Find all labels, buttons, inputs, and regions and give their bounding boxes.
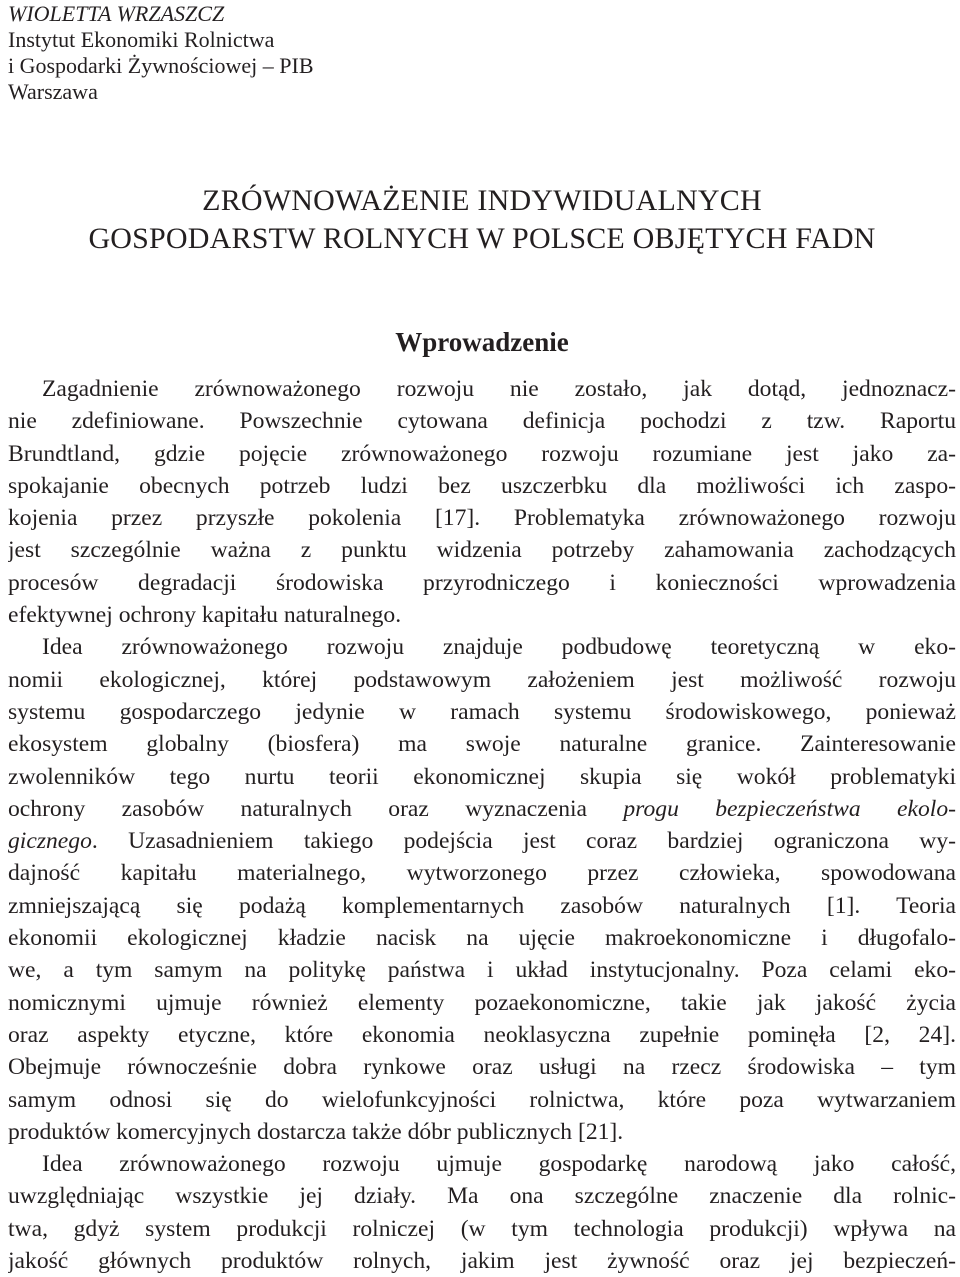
- text-line: Zagadnienie zrównoważonego rozwoju nie zostało, jak dotąd, jednoznacz-: [42, 376, 956, 402]
- section-heading: Wprowadzenie: [395, 327, 569, 357]
- text-line: zwolenników tego nurtu teorii ekonomicznej skupia się wokół problematyki: [8, 763, 956, 790]
- text-line: uwzględniając wszystkie jej działy. Ma ona szczególne znaczenie dla rolnic-: [8, 1183, 956, 1210]
- author-block: [8, 1, 314, 105]
- text-line: spokajanie obecnych potrzeb ludzi bez uszczerbku dla możliwości ich zaspo-: [8, 472, 956, 499]
- text-line: we, a tym samym na politykę państwa i układ instytucjonalny. Poza celami eko-: [8, 957, 956, 984]
- text-line: oraz aspekty etyczne, które ekonomia neoklasyczna zupełnie pominęła [2, 24].: [8, 1021, 956, 1048]
- affiliation-line: i Gospodarki Żywnościowej – PIB: [8, 53, 314, 78]
- paragraph-2: [8, 631, 956, 1148]
- text-line: twa, gdyż system produkcji rolniczej (w tym technologia produkcji) wpływa na: [8, 1215, 956, 1242]
- text-line: jakość głównych produktów rolnych, jakim jest żywność oraz jej bezpieczeń-: [8, 1248, 956, 1275]
- text-line: Brundtland, gdzie pojęcie zrównoważonego rozwoju rozumiane jest jako za-: [8, 440, 956, 467]
- text-line: jest szczególnie ważna z punktu widzenia potrzeby zahamowania zachodzących: [8, 537, 956, 564]
- text-line: Idea zrównoważonego rozwoju ujmuje gospodarkę narodową jako całość,: [42, 1151, 956, 1178]
- text-line: efektywnej ochrony kapitału naturalnego.: [8, 602, 402, 629]
- text-line: nomii ekologicznej, której podstawowym założeniem jest możliwość rozwoju: [8, 666, 956, 693]
- article-title: [8, 182, 956, 258]
- text-line: nie zdefiniowane. Powszechnie cytowana definicja pochodzi z tzw. Raportu: [8, 408, 956, 435]
- paragraph-3: [8, 1148, 956, 1277]
- text-run: ochrony zasobów naturalnych oraz wyznaczenia: [8, 795, 624, 822]
- affiliation-city: Warszawa: [8, 79, 98, 104]
- body-text: [8, 373, 956, 1277]
- italic-term: gicznego: [8, 828, 92, 855]
- text-line: produktów komercyjnych dostarcza także dóbr publicznych [21].: [8, 1118, 624, 1145]
- title-line: ZRÓWNOWAŻENIE INDYWIDUALNYCH: [202, 184, 762, 217]
- text-line: systemu gospodarczego jedynie w ramach systemu środowiskowego, ponieważ: [8, 698, 956, 725]
- text-line: zmniejszającą się podażą komplementarnych zasobów naturalnych [1]. Teoria: [8, 892, 956, 919]
- text-line: ekosystem globalny (biosfera) ma swoje naturalne granice. Zainteresowanie: [8, 731, 956, 758]
- text-line: Idea zrównoważonego rozwoju znajduje podbudowę teoretyczną w eko-: [42, 634, 956, 661]
- text-line: procesów degradacji środowiska przyrodniczego i konieczności wprowadzenia: [8, 569, 956, 596]
- title-line: GOSPODARSTW ROLNYCH W POLSCE OBJĘTYCH FADN: [88, 222, 876, 255]
- text-line: dajność kapitału materialnego, wytworzonego przez człowieka, spowodowana: [8, 860, 956, 887]
- author-name: WIOLETTA WRZASZCZ: [8, 1, 225, 26]
- affiliation-line: Instytut Ekonomiki Rolnictwa: [8, 27, 275, 52]
- text-line-with-italic: [8, 793, 956, 825]
- paragraph-1: [8, 373, 956, 631]
- text-line: ekonomii ekologicznej kładzie nacisk na ujęcie makroekonomiczne i długofalo-: [8, 925, 956, 952]
- text-line: Obejmuje równocześnie dobra rynkowe oraz usługi na rzecz środowiska – tym: [8, 1054, 956, 1081]
- text-run: . Uzasadnieniem takiego podejścia jest coraz bardziej ograniczona wy-: [91, 828, 956, 855]
- text-line: nomicznymi ujmuje również elementy pozaekonomiczne, takie jak jakość życia: [8, 989, 956, 1016]
- text-line-with-italic: [8, 825, 956, 857]
- text-line: samym odnosi się do wielofunkcyjności rolnictwa, które poza wytwarzaniem: [8, 1086, 956, 1113]
- italic-term: progu bezpieczeństwa ekolo-: [623, 795, 956, 822]
- text-line: kojenia przez przyszłe pokolenia [17]. Problematyka zrównoważonego rozwoju: [8, 505, 956, 532]
